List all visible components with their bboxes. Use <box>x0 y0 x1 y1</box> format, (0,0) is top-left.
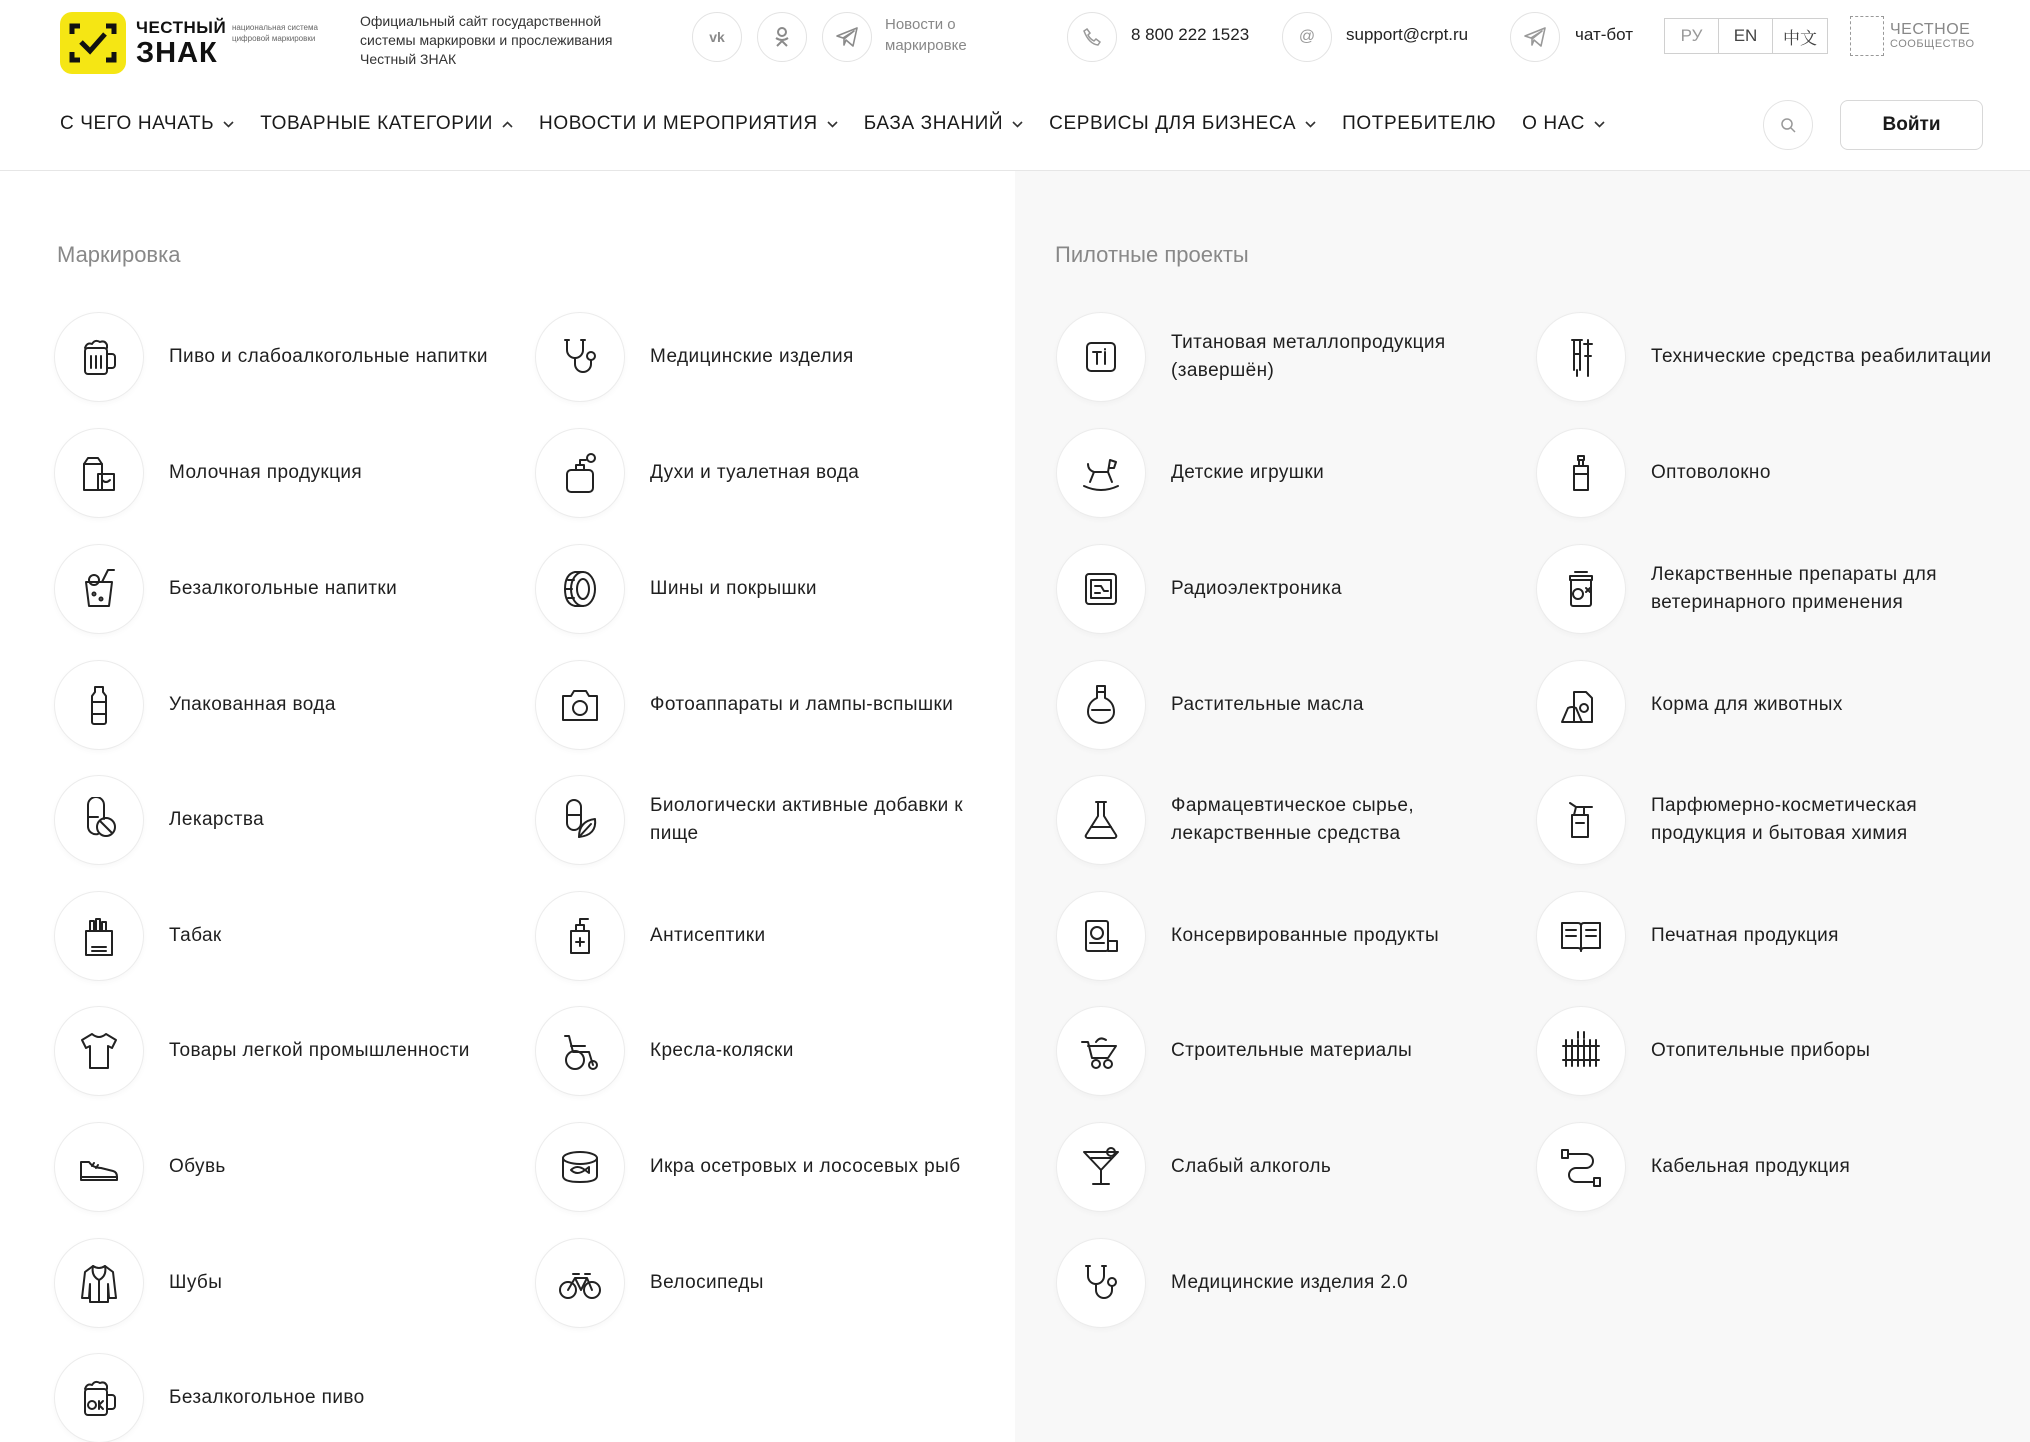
pilots-category-item[interactable] <box>1536 428 2006 518</box>
stethoscope-icon <box>535 312 625 402</box>
news-link[interactable]: Новости о маркировке <box>885 16 967 54</box>
chevron-down-icon <box>827 117 838 131</box>
fur-coat-icon <box>54 1238 144 1328</box>
marking-category-item[interactable] <box>535 428 1005 518</box>
phone-icon[interactable] <box>1067 12 1117 62</box>
category-label: Оптоволокно <box>1651 462 1771 483</box>
chevron-down-icon <box>223 117 234 131</box>
category-label: Слабый алкоголь <box>1171 1156 1332 1177</box>
supplement-icon <box>535 775 625 865</box>
marking-category-item[interactable] <box>54 312 524 402</box>
fiber-icon <box>1536 428 1626 518</box>
pilots-category-item[interactable] <box>1056 312 1526 402</box>
beer-mug-icon <box>54 312 144 402</box>
pilots-category-item[interactable] <box>1536 775 2006 865</box>
perfume-icon <box>535 428 625 518</box>
cable-icon <box>1536 1122 1626 1212</box>
language-switcher <box>1664 18 1828 54</box>
main-nav <box>60 102 1631 146</box>
category-label: Кабельная продукция <box>1651 1156 1851 1177</box>
tire-icon <box>535 544 625 634</box>
search-button[interactable] <box>1763 100 1813 150</box>
category-label: Икра осетровых и лососевых рыб <box>650 1156 961 1177</box>
spray-bottle-icon <box>1536 775 1626 865</box>
nav-item-label: ТОВАРНЫЕ КАТЕГОРИИ <box>260 113 493 134</box>
category-label: Кресла-коляски <box>650 1040 794 1061</box>
pilots-category-item[interactable] <box>1536 1122 2006 1212</box>
chatbot-telegram-icon[interactable] <box>1510 12 1560 62</box>
nav-item-label: С ЧЕГО НАЧАТЬ <box>60 113 215 134</box>
pilots-category-item[interactable] <box>1536 891 2006 981</box>
partner-line1: ЧЕСТНОЕ <box>1890 20 1971 38</box>
pet-food-icon <box>1536 660 1626 750</box>
chevron-down-icon <box>1012 117 1023 131</box>
pilots-category-item[interactable] <box>1056 660 1526 750</box>
category-label: Фотоаппараты и лампы-вспышки <box>650 694 954 715</box>
category-label: Растительные масла <box>1171 694 1364 715</box>
pilots-category-item[interactable] <box>1056 1006 1526 1096</box>
marking-category-item[interactable] <box>54 660 524 750</box>
soft-drink-icon <box>54 544 144 634</box>
pilots-category-item[interactable] <box>1056 775 1526 865</box>
logo-line1: ЧЕСТНЫЙ <box>136 17 227 37</box>
vk-icon[interactable]: vk <box>692 12 742 62</box>
tshirt-icon <box>54 1006 144 1096</box>
chevron-up-icon <box>502 117 513 131</box>
lang-ru[interactable]: РУ <box>1665 19 1719 53</box>
chevron-down-icon <box>1305 117 1316 131</box>
pilots-category-item[interactable] <box>1536 544 2006 634</box>
category-label: Товары легкой промышленности <box>169 1040 470 1061</box>
crutches-icon <box>1536 312 1626 402</box>
category-label: Молочная продукция <box>169 462 363 483</box>
nav-item-label: НОВОСТИ И МЕРОПРИЯТИЯ <box>539 113 818 134</box>
electronics-icon <box>1056 544 1146 634</box>
wheelbarrow-icon <box>1056 1006 1146 1096</box>
marking-category-item[interactable] <box>535 891 1005 981</box>
marking-category-item[interactable] <box>54 544 524 634</box>
marking-category-item[interactable] <box>54 428 524 518</box>
email-address[interactable]: support@crpt.ru <box>1346 25 1469 44</box>
titanium-icon <box>1056 312 1146 402</box>
nav-item-1[interactable] <box>260 113 513 135</box>
pills-icon <box>54 775 144 865</box>
marking-category-item[interactable] <box>54 1353 524 1442</box>
cocktail-icon <box>1056 1122 1146 1212</box>
marking-category-item[interactable] <box>535 775 1005 865</box>
category-label: Биологически активные добавки к пище <box>650 795 963 844</box>
water-bottle-icon <box>54 660 144 750</box>
marking-category-item[interactable] <box>535 544 1005 634</box>
nonalcohol-beer-icon <box>54 1353 144 1442</box>
category-label: Консервированные продукты <box>1171 925 1440 946</box>
nav-item-label: ПОТРЕБИТЕЛЮ <box>1342 113 1497 134</box>
nav-item-label: БАЗА ЗНАНИЙ <box>863 113 1004 134</box>
category-label: Отопительные приборы <box>1651 1040 1871 1061</box>
lang-zh[interactable]: 中文 <box>1783 28 1817 48</box>
pilots-category-item[interactable] <box>1536 312 2006 402</box>
canned-food-icon <box>1056 891 1146 981</box>
logo-mark <box>60 12 126 74</box>
category-label: Велосипеды <box>650 1272 764 1293</box>
telegram-icon[interactable] <box>822 12 872 62</box>
category-label: Медицинские изделия 2.0 <box>1171 1272 1408 1293</box>
partner-mark-icon <box>1850 16 1884 56</box>
category-label: Шины и покрышки <box>650 578 817 599</box>
stethoscope-icon <box>1056 1238 1146 1328</box>
marking-category-item[interactable] <box>54 775 524 865</box>
marking-category-item[interactable] <box>535 1238 1005 1328</box>
category-label: Лекарственные препараты для ветеринарного применения <box>1651 564 1937 613</box>
top-bar <box>0 0 2030 84</box>
camera-icon <box>535 660 625 750</box>
pilots-category-item[interactable] <box>1536 1006 2006 1096</box>
marking-category-item[interactable] <box>54 1006 524 1096</box>
category-label: Фармацевтическое сырье, лекарственные средства <box>1171 795 1415 844</box>
nav-item-label: СЕРВИСЫ ДЛЯ БИЗНЕСА <box>1049 113 1297 134</box>
category-label: Антисептики <box>650 925 766 946</box>
category-label: Парфюмерно-косметическая продукция и бытовая химия <box>1651 795 1918 844</box>
marking-title: Маркировка <box>57 242 181 267</box>
category-label: Шубы <box>169 1272 223 1293</box>
nav-item-5[interactable] <box>1342 113 1496 135</box>
chevron-down-icon <box>1594 117 1605 131</box>
pilots-category-item[interactable] <box>1056 1238 1526 1328</box>
rocking-horse-icon <box>1056 428 1146 518</box>
nav-item-3[interactable] <box>864 113 1023 135</box>
wheelchair-icon <box>535 1006 625 1096</box>
marking-category-item[interactable] <box>54 1238 524 1328</box>
login-button[interactable]: Войти <box>1840 100 1983 150</box>
marking-category-item[interactable] <box>535 1006 1005 1096</box>
nav-item-2[interactable] <box>539 113 838 135</box>
marking-category-item[interactable] <box>54 891 524 981</box>
book-icon <box>1536 891 1626 981</box>
category-label: Табак <box>169 925 222 946</box>
category-label: Технические средства реабилитации <box>1651 346 1992 367</box>
logo-subtitle: национальная система цифровой маркировки <box>232 23 318 43</box>
category-label: Корма для животных <box>1651 694 1843 715</box>
shoe-icon <box>54 1122 144 1212</box>
marking-category-item[interactable] <box>535 1122 1005 1212</box>
cigarettes-icon <box>54 891 144 981</box>
category-label: Безалкогольные напитки <box>169 578 398 599</box>
pilots-category-item[interactable] <box>1056 544 1526 634</box>
partner-logo[interactable] <box>1850 16 1975 56</box>
marking-category-item[interactable] <box>535 312 1005 402</box>
marking-category-item[interactable] <box>54 1122 524 1212</box>
marking-category-item[interactable] <box>535 660 1005 750</box>
nav-item-0[interactable] <box>60 113 234 135</box>
pilots-title: Пилотные проекты <box>1055 242 1249 267</box>
milk-icon <box>54 428 144 518</box>
category-label: Пиво и слабоалкогольные напитки <box>169 346 488 367</box>
bicycle-icon <box>535 1238 625 1328</box>
nav-item-label: О НАС <box>1522 113 1585 134</box>
antiseptic-icon <box>535 891 625 981</box>
vet-medicine-icon <box>1536 544 1626 634</box>
caviar-icon <box>535 1122 625 1212</box>
pilots-category-item[interactable] <box>1056 428 1526 518</box>
category-label: Радиоэлектроника <box>1171 578 1342 599</box>
category-label: Лекарства <box>169 809 265 830</box>
search-icon <box>1780 117 1796 133</box>
email-icon[interactable]: @ <box>1282 12 1332 62</box>
pilots-category-item[interactable] <box>1536 660 2006 750</box>
radiator-icon <box>1536 1006 1626 1096</box>
category-label: Медицинские изделия <box>650 346 854 367</box>
ok-icon[interactable] <box>757 12 807 62</box>
category-label: Детские игрушки <box>1171 462 1325 483</box>
category-label: Безалкогольное пиво <box>169 1387 365 1408</box>
phone-number[interactable]: 8 800 222 1523 <box>1131 25 1250 44</box>
nav-item-6[interactable] <box>1522 113 1605 135</box>
partner-line2: СООБЩЕСТВО <box>1890 37 1975 50</box>
category-label: Упакованная вода <box>169 694 336 715</box>
flask-icon <box>1056 775 1146 865</box>
logo[interactable] <box>60 12 226 74</box>
pilots-category-item[interactable] <box>1056 1122 1526 1212</box>
category-label: Строительные материалы <box>1171 1040 1413 1061</box>
lang-en[interactable]: EN <box>1719 19 1773 53</box>
nav-item-4[interactable] <box>1049 113 1316 135</box>
pilots-category-item[interactable] <box>1056 891 1526 981</box>
site-description: Официальный сайт государственной системы маркировки и прослеживания Честный ЗНАК <box>360 13 613 67</box>
oil-bottle-icon <box>1056 660 1146 750</box>
category-label: Обувь <box>169 1156 226 1177</box>
category-label: Титановая металлопродукция (завершён) <box>1171 332 1446 381</box>
chatbot-link[interactable]: чат-бот <box>1575 25 1633 44</box>
category-label: Духи и туалетная вода <box>650 462 860 483</box>
logo-line2: ЗНАК <box>136 36 218 69</box>
category-label: Печатная продукция <box>1651 925 1839 946</box>
